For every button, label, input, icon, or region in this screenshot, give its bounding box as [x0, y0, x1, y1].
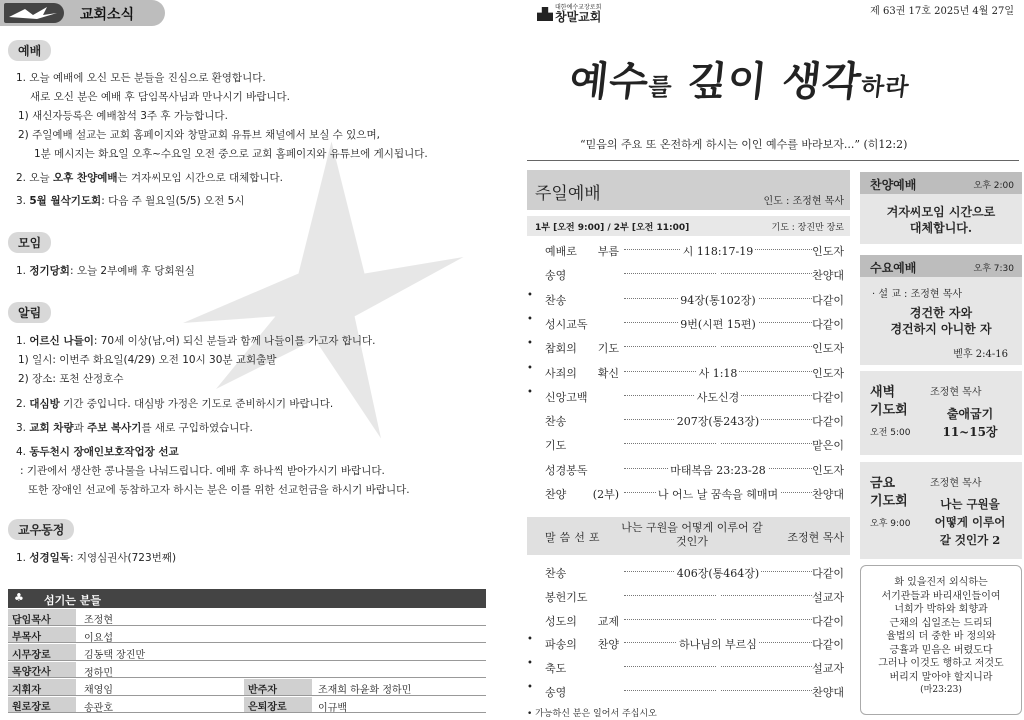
worship-line-1: 1. 오늘 예배에 오신 모든 분들을 진심으로 환영합니다.: [16, 72, 266, 84]
notice-line-6: 4. 동두천시 장애인보호작업장 선교: [16, 446, 179, 458]
worship-line-2: 새로 오신 분은 예배 후 담임목사님과 만나시기 바랍니다.: [30, 91, 290, 103]
order-name: 봉헌기도: [545, 590, 588, 604]
servant-name: 이규백: [318, 702, 347, 714]
order-person: 인도자: [812, 342, 844, 356]
bulletin-page: 대한예수교장로회 창말교회 제 63권 17호 2025년 4월 27일 예수를 깊이 생각하라 “믿음의 주요 또 온전하게 하시는 이인 예수를 바라보자...” (히12:2) 주일예배 인도 : 조정현 목사 1부 [오전 9:00] / 2부 [오전 11:00] 기도 : 장진만 장로 예배로 부름 시 118:17-19 인도자 송영 찬양대 • 찬송 94장(통102장) 다같이 • 성시교독 9번(시편 15편) 다같이 • 참회의 기도 인도자 • 사죄의 확신 사 1:18 인도자 • 신앙고백 사도신경 다같이 찬송 207장(통243장) 다같이 기도 맡은이 성경봉독 마태복음 23:23-28 인도자 찬양 (2부) 나 어느 날 꿈속을 헤매며 찬양대 말씀선포 나는 구원을 어떻게 이루어 갈 것인가 조정현 목사 찬송 406장(통464장) 다같이 봉헌기도 설교자 성도의 교제 다같이 • 파송의 찬양 하나님의 부르심 다같이 • 축도 설교자 • 송영 찬양대 • 가능하신 분은 일어서 주십시오 찬양예배 오후 2:00 겨자씨모임 시간으로 대체합니다. 수요예배 오후 7:30 · 설 교 : 조정현 목사 경건한 자와 경건하지 아니한 자 벧후 2:4-16 새벽 기도회 오전 5:00 조정현 목사 출애굽기 11~15장 금요 기도회 오후 9:00 조정현 목사 나는 구원을 어떻게 이루어 갈 것인가 2 화 있을진저 외식하는 서기관들과 바리새인들이여 너희가 박하와 회향과 근채의 십일조는 드리되 율법의 더 중한 바 정의와 긍휼과 믿음은 버렸도다 그러나 이것도 행하고 저것도 버리지 말아야 할지니라 (마23:23): [505, 0, 1024, 720]
sunday-worship-times: 1부 [오전 9:00] / 2부 [오전 11:00] 기도 : 장진만 장로: [527, 216, 850, 236]
order-detail: 9번(시편 15편): [680, 317, 756, 331]
scripture-line: 근채의 십일조는 드리되: [889, 617, 993, 629]
servant-row: [8, 697, 486, 714]
order-name: 축도: [545, 662, 567, 676]
news-title: 교회소식: [80, 7, 135, 23]
order-person: 인도자: [812, 366, 844, 380]
section-notice-label: 알림: [8, 302, 51, 323]
servant-role: 지휘자: [8, 679, 76, 695]
order-detail: 406장(통464장): [676, 567, 760, 580]
order-person: 다같이: [812, 317, 844, 331]
order-item: [527, 658, 850, 678]
servant-role: 반주자: [244, 679, 312, 695]
praise-worship-box: 찬양예배 오후 2:00 겨자씨모임 시간으로 대체합니다.: [860, 172, 1022, 244]
order-name: 성도의 교제: [545, 614, 619, 628]
order-person: 찬양대: [812, 488, 844, 501]
section-member-label: 교우동정: [8, 519, 74, 540]
stand-marker: •: [527, 658, 533, 670]
order-name: 성시교독: [545, 317, 588, 331]
order-detail: 사 1:18: [698, 366, 738, 380]
order-name: 찬송: [545, 415, 567, 429]
notice-line-7: : 기관에서 생산한 콩나물을 나눠드립니다. 예배 후 하나씩 받아가시기 바랍니다.: [20, 465, 385, 477]
scripture-line: 서기관들과 바리새인들이여: [881, 590, 1001, 602]
order-item: [527, 387, 850, 407]
servant-name: 김동택 장진만: [84, 650, 146, 661]
servant-row: [8, 644, 486, 661]
order-person: 설교자: [812, 590, 844, 604]
order-name: 참회의 기도: [545, 342, 619, 356]
standing-note: • 가능하신 분은 일어서 주십시오: [527, 709, 657, 719]
scripture-line: 긍휼과 믿음은 버렸도다: [889, 644, 993, 656]
scripture-line: 화 있을진저 외식하는: [894, 577, 988, 588]
wednesday-worship-box: 수요예배 오후 7:30 · 설 교 : 조정현 목사 경건한 자와 경건하지 아니한 자 벧후 2:4-16: [860, 255, 1022, 365]
scripture-line: 그러나 이것도 행하고 저것도: [878, 658, 1004, 669]
order-person: 인도자: [812, 463, 844, 477]
order-person: 다같이: [812, 638, 844, 652]
order-person: 다같이: [812, 415, 844, 429]
scripture-line: 버리지 말아야 할지니라: [889, 671, 993, 683]
servant-name: 조재희 하윤화 정하민: [318, 685, 412, 696]
order-detail: 시 118:17-19: [682, 245, 754, 258]
servant-name: 이요섭: [84, 632, 113, 644]
dawn-prayer-box: 새벽 기도회 오전 5:00 조정현 목사 출애굽기 11~15장: [860, 371, 1022, 455]
order-person: 다같이: [812, 293, 844, 307]
order-detail: [624, 660, 812, 673]
servant-row: [8, 627, 486, 644]
servant-row: [8, 662, 486, 679]
notice-line-1: 1. 어르신 나들이: 70세 이상(남,여) 되신 분들과 함께 나들이를 가고자 합니다.: [16, 335, 376, 347]
order-name: 찬송: [545, 567, 567, 580]
stand-marker: •: [527, 634, 533, 646]
servant-role: 담임목사: [8, 609, 76, 625]
worship-line-4: 2) 주일예배 설교는 교회 홈페이지와 창말교회 유튜브 채널에서 보실 수 있으며,: [18, 129, 380, 141]
order-item: [527, 484, 850, 504]
theme-verse: “믿음의 주요 또 온전하게 하시는 이인 예수를 바라보자...” (히12:2): [580, 138, 908, 151]
order-name: 기도: [545, 439, 567, 453]
stand-marker: •: [527, 338, 533, 350]
order-item: [527, 460, 850, 480]
servant-role: 목양간사: [8, 662, 76, 678]
issue-info: 제 63권 17호 2025년 4월 27일: [870, 6, 1014, 17]
order-detail: [624, 613, 812, 626]
section-meeting-label: 모임: [8, 232, 51, 253]
scripture-line: 너희가 박하와 회향과: [894, 604, 988, 615]
order-name: 송영: [545, 686, 567, 699]
servant-role: 시무장로: [8, 644, 76, 660]
church-icon: [537, 7, 553, 21]
worship-line-5: 1분 메시지는 화요일 오후~수요일 오전 중으로 교회 홈페이지와 유튜브에 게시됩니다.: [34, 148, 428, 160]
servant-role: 은퇴장로: [244, 697, 312, 713]
notice-line-8: 또한 장애인 선교에 동참하고자 하시는 분은 이를 위한 선교헌금을 하시기 바랍니다.: [28, 484, 410, 496]
order-name: 파송의 찬양: [545, 638, 619, 652]
order-item: [527, 411, 850, 431]
order-detail: [624, 589, 812, 602]
order-detail: [624, 267, 812, 280]
worship-line-6: 2. 오늘 오후 찬양예배는 겨자씨모임 시간으로 대체합니다.: [16, 172, 283, 184]
divider: [527, 160, 1019, 161]
order-detail: 207장(통243장): [676, 415, 760, 429]
order-detail: 94장(통102장): [680, 293, 756, 307]
order-item: [527, 611, 850, 631]
order-person: 인도자: [812, 245, 844, 258]
servant-role: 원로장로: [8, 697, 76, 713]
order-name: 신앙고백: [545, 390, 588, 404]
worship-line-3: 1) 새신자등록은 예배참석 3주 후 가능합니다.: [18, 110, 228, 122]
order-detail: 나 어느 날 꿈속을 헤매며: [657, 488, 779, 501]
order-person: 맡은이: [812, 439, 844, 453]
order-item: [527, 265, 850, 285]
order-name: 찬송: [545, 293, 567, 307]
notice-line-3: 2) 장소: 포천 산정호수: [18, 373, 124, 385]
servant-name: 채영임: [84, 685, 113, 696]
servant-name: 조정현: [84, 615, 113, 626]
stand-marker: •: [527, 682, 533, 693]
order-detail: [624, 340, 812, 353]
news-header: [0, 0, 165, 26]
order-person: 다같이: [812, 390, 844, 404]
member-line-1: 1. 성경일독: 지영심권사(723번째): [16, 552, 177, 564]
sermon-row: 말씀선포 나는 구원을 어떻게 이루어 갈 것인가 조정현 목사: [527, 517, 850, 555]
stand-marker: •: [527, 313, 533, 325]
servant-icon: ♣: [14, 591, 24, 604]
order-item: [527, 563, 850, 583]
order-item: [527, 363, 850, 383]
scripture-box: 화 있을진저 외식하는 서기관들과 바리새인들이여 너희가 박하와 회향과 근채의 십일조는 드리되 율법의 더 중한 바 정의와 긍휼과 믿음은 버렸도다 그러나 이것도 행하고 저것도 버리지 말아야 할지니라 (마23:23): [860, 565, 1022, 715]
scripture-line: 율법의 더 중한 바 정의와: [886, 631, 996, 642]
order-item: [527, 435, 850, 455]
order-item: [527, 290, 850, 310]
servant-role: 부목사: [8, 627, 76, 643]
stand-marker: •: [527, 362, 533, 374]
order-name: 사죄의 확신: [545, 366, 619, 380]
news-page: [0, 0, 505, 720]
notice-line-5: 3. 교회 차량과 주보 복사기를 새로 구입하였습니다.: [16, 422, 253, 434]
notice-line-4: 2. 대심방 기간 중입니다. 대심방 가정은 기도로 준비하시기 바랍니다.: [16, 398, 334, 410]
order-person: 설교자: [812, 662, 844, 676]
order-item: [527, 682, 850, 702]
stand-marker: •: [527, 386, 533, 398]
order-person: 찬양대: [812, 269, 844, 283]
order-detail: 마태복음 23:23-28: [670, 463, 766, 477]
stand-marker: •: [527, 289, 533, 301]
servant-name: 정하민: [84, 667, 113, 679]
order-person: 찬양대: [812, 686, 844, 699]
servant-row: [8, 679, 486, 696]
order-item: [527, 314, 850, 334]
meeting-line-1: 1. 정기당회: 오늘 2부예배 후 당회원실: [16, 265, 195, 277]
order-name: 찬양 (2부): [545, 488, 619, 501]
servant-row: [8, 609, 486, 626]
notice-line-2: 1) 일시: 이번주 화요일(4/29) 오전 10시 30분 교회출발: [18, 354, 277, 366]
worship-line-7: 3. 5월 월삭기도회: 다음 주 월요일(5/5) 오전 5시: [16, 195, 245, 207]
servants-header: ♣ 섬기는 분들: [8, 589, 486, 608]
section-worship-label: 예배: [8, 40, 51, 61]
order-item: [527, 241, 850, 261]
order-detail: [624, 684, 812, 697]
order-detail: 하나님의 부르심: [679, 638, 757, 652]
order-detail: [624, 437, 812, 450]
order-person: 다같이: [812, 567, 844, 580]
sunday-worship-header: 주일예배 인도 : 조정현 목사: [527, 170, 850, 210]
order-item: [527, 338, 850, 358]
order-name: 예배로 부름: [545, 245, 619, 258]
order-name: 송영: [545, 269, 567, 283]
order-name: 성경봉독: [545, 463, 588, 477]
dove-logo-icon: [4, 3, 64, 23]
main-title: 예수를 깊이 생각하라: [567, 59, 911, 105]
servant-name: 송관호: [84, 702, 113, 714]
friday-prayer-box: 금요 기도회 오후 9:00 조정현 목사 나는 구원을 어떻게 이루어 갈 것인가 2: [860, 462, 1022, 559]
order-person: 다같이: [812, 614, 844, 628]
order-detail: 사도신경: [696, 390, 740, 404]
order-item: [527, 587, 850, 607]
order-item: [527, 634, 850, 654]
